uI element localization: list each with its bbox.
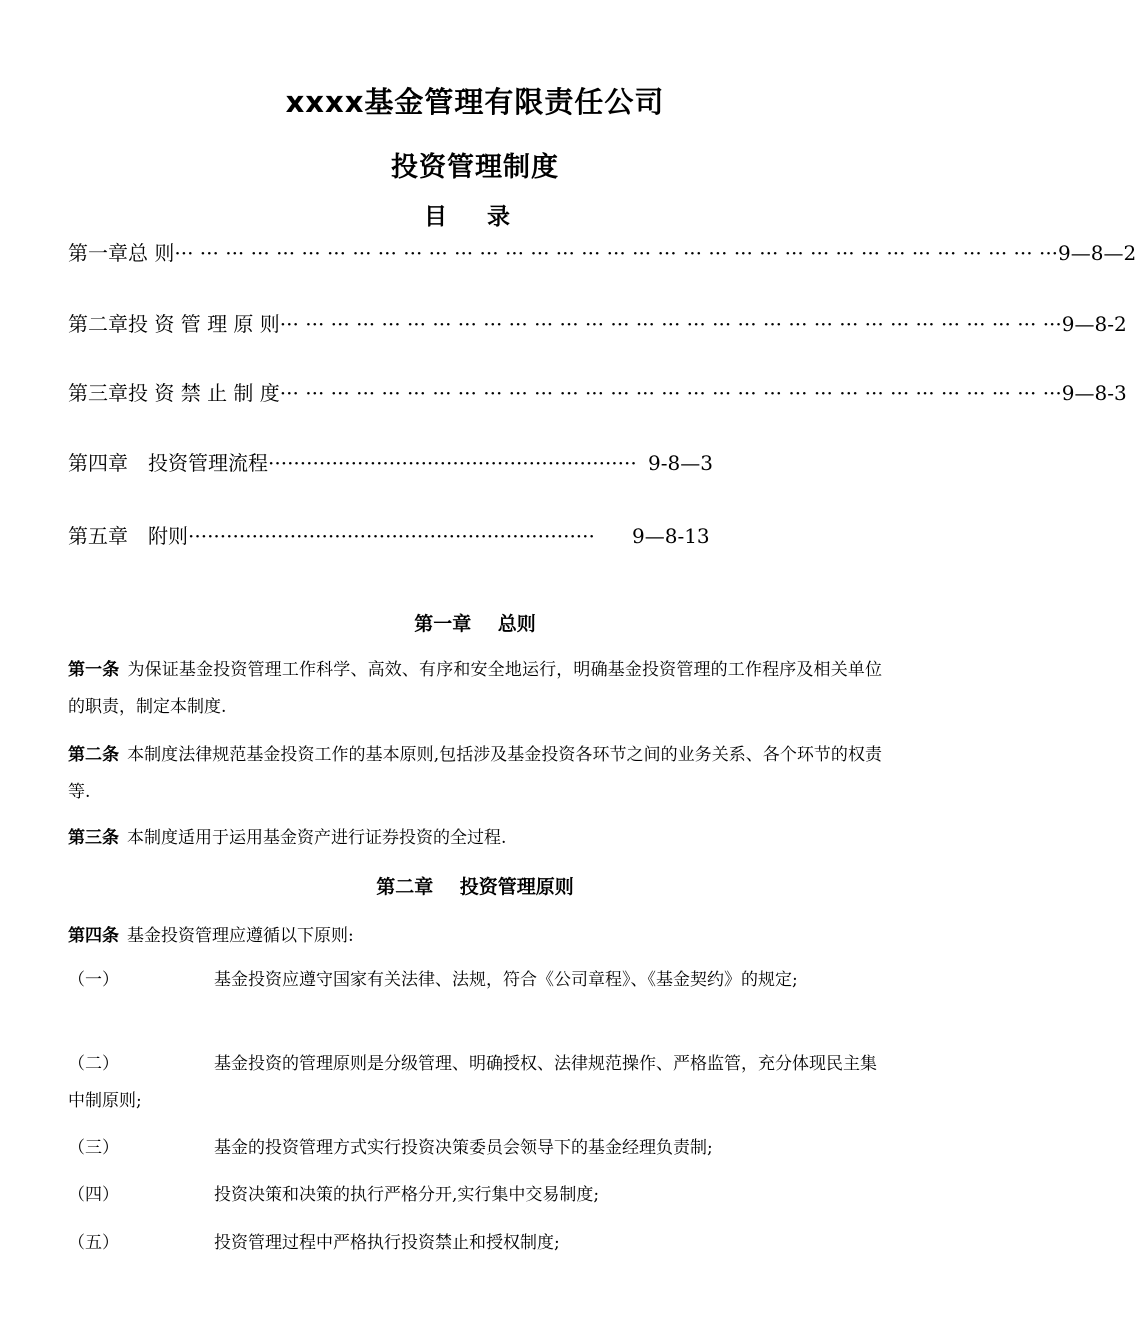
- list-item: [68, 1177, 882, 1214]
- toc-entry[interactable]: [68, 447, 713, 476]
- article-label: 第二条: [68, 745, 120, 765]
- chapter-heading: 第二章 投资管理原则: [376, 876, 574, 898]
- toc-page: 9-8—3: [648, 451, 713, 475]
- article-text: 本制度适用于运用基金资产进行证券投资的全过程.: [127, 828, 507, 848]
- toc-leader-dots: ··························································: [268, 451, 637, 475]
- toc-leader-dots: ··· ··· ··· ··· ··· ··· ··· ··· ··· ··· ··· ··· ··· ··· ··· ··· ··· ··· ··· ··· ··· ··· ··· ··· ··· ··· ··· ··· ··· ··· ··· ··· ··· ··· ···: [174, 241, 1059, 265]
- toc-chapter: 第二章: [68, 312, 128, 336]
- document-title: 投资管理制度: [391, 152, 559, 183]
- article-paragraph: [68, 820, 882, 857]
- article-label: 第三条: [68, 828, 119, 848]
- toc-chapter: 第一章: [68, 241, 128, 265]
- list-item-text: 基金投资的管理原则是分级管理、明确授权、法律规范操作、严格监管，充分体现民主集中制原则;: [68, 1054, 877, 1111]
- list-item: [68, 962, 882, 999]
- list-item-text: 基金投资应遵守国家有关法律、法规，符合《公司章程》、《基金契约》的规定;: [214, 970, 798, 990]
- toc-page: 9—8-2: [1061, 312, 1127, 336]
- list-item: [68, 1046, 882, 1120]
- toc-heading: 目 录: [423, 204, 526, 230]
- toc-leader-dots: ··· ··· ··· ··· ··· ··· ··· ··· ··· ··· ··· ··· ··· ··· ··· ··· ··· ··· ··· ··· ··· ··· ··· ··· ··· ··· ··· ··· ··· ··· ···: [279, 312, 1062, 336]
- toc-page: 9—8-3: [1061, 381, 1127, 405]
- toc-leader-dots: ··· ··· ··· ··· ··· ··· ··· ··· ··· ··· ··· ··· ··· ··· ··· ··· ··· ··· ··· ··· ··· ··· ··· ··· ··· ··· ··· ··· ··· ··· ···: [279, 381, 1062, 405]
- toc-entry[interactable]: [68, 520, 710, 549]
- article-paragraph: [68, 918, 882, 955]
- toc-entry[interactable]: [68, 377, 1127, 406]
- list-item-text: 投资管理过程中严格执行投资禁止和授权制度;: [214, 1233, 560, 1253]
- toc-chapter-name: 总 则: [128, 241, 175, 265]
- toc-page: 9—8-13: [632, 524, 710, 548]
- article-label: 第四条: [68, 926, 119, 946]
- toc-chapter: 第四章: [68, 451, 128, 475]
- article-text: 基金投资管理应遵循以下原则:: [127, 926, 354, 946]
- company-title: xxxx基金管理有限责任公司: [285, 85, 665, 119]
- list-item-text: 基金的投资管理方式实行投资决策委员会领导下的基金经理负责制;: [214, 1138, 713, 1158]
- list-item-number: （一）: [68, 970, 119, 990]
- article-label: 第一条: [68, 660, 120, 680]
- toc-leader-dots: ································································: [188, 524, 595, 548]
- article-text: 本制度法律规范基金投资工作的基本原则,包括涉及基金投资各环节之间的业务关系、各个环节的权责等.: [68, 745, 883, 802]
- list-item-number: （四）: [68, 1185, 119, 1205]
- article-paragraph: [68, 652, 882, 726]
- toc-entry[interactable]: [68, 308, 1127, 337]
- list-item-text: 投资决策和决策的执行严格分开,实行集中交易制度;: [214, 1185, 600, 1205]
- toc-chapter: 第五章: [68, 524, 128, 548]
- list-item-number: （二）: [68, 1054, 119, 1074]
- toc-chapter-name: 附则: [148, 524, 188, 548]
- toc-page: 9—8—2: [1058, 241, 1136, 265]
- chapter-heading: 第一章 总则: [414, 613, 536, 635]
- toc-chapter: 第三章: [68, 381, 128, 405]
- article-text: 为保证基金投资管理工作科学、高效、有序和安全地运行，明确基金投资管理的工作程序及相关单位的职责，制定本制度.: [68, 660, 883, 717]
- toc-chapter-name: 投 资 管 理 原 则: [128, 312, 280, 336]
- toc-chapter-name: 投 资 禁 止 制 度: [128, 381, 280, 405]
- list-item-number: （三）: [68, 1138, 119, 1158]
- list-item: [68, 1130, 882, 1167]
- toc-chapter-name: 投资管理流程: [148, 451, 268, 475]
- list-item: [68, 1225, 882, 1262]
- list-item-number: （五）: [68, 1233, 119, 1253]
- article-paragraph: [68, 737, 882, 811]
- toc-entry[interactable]: [68, 237, 1136, 266]
